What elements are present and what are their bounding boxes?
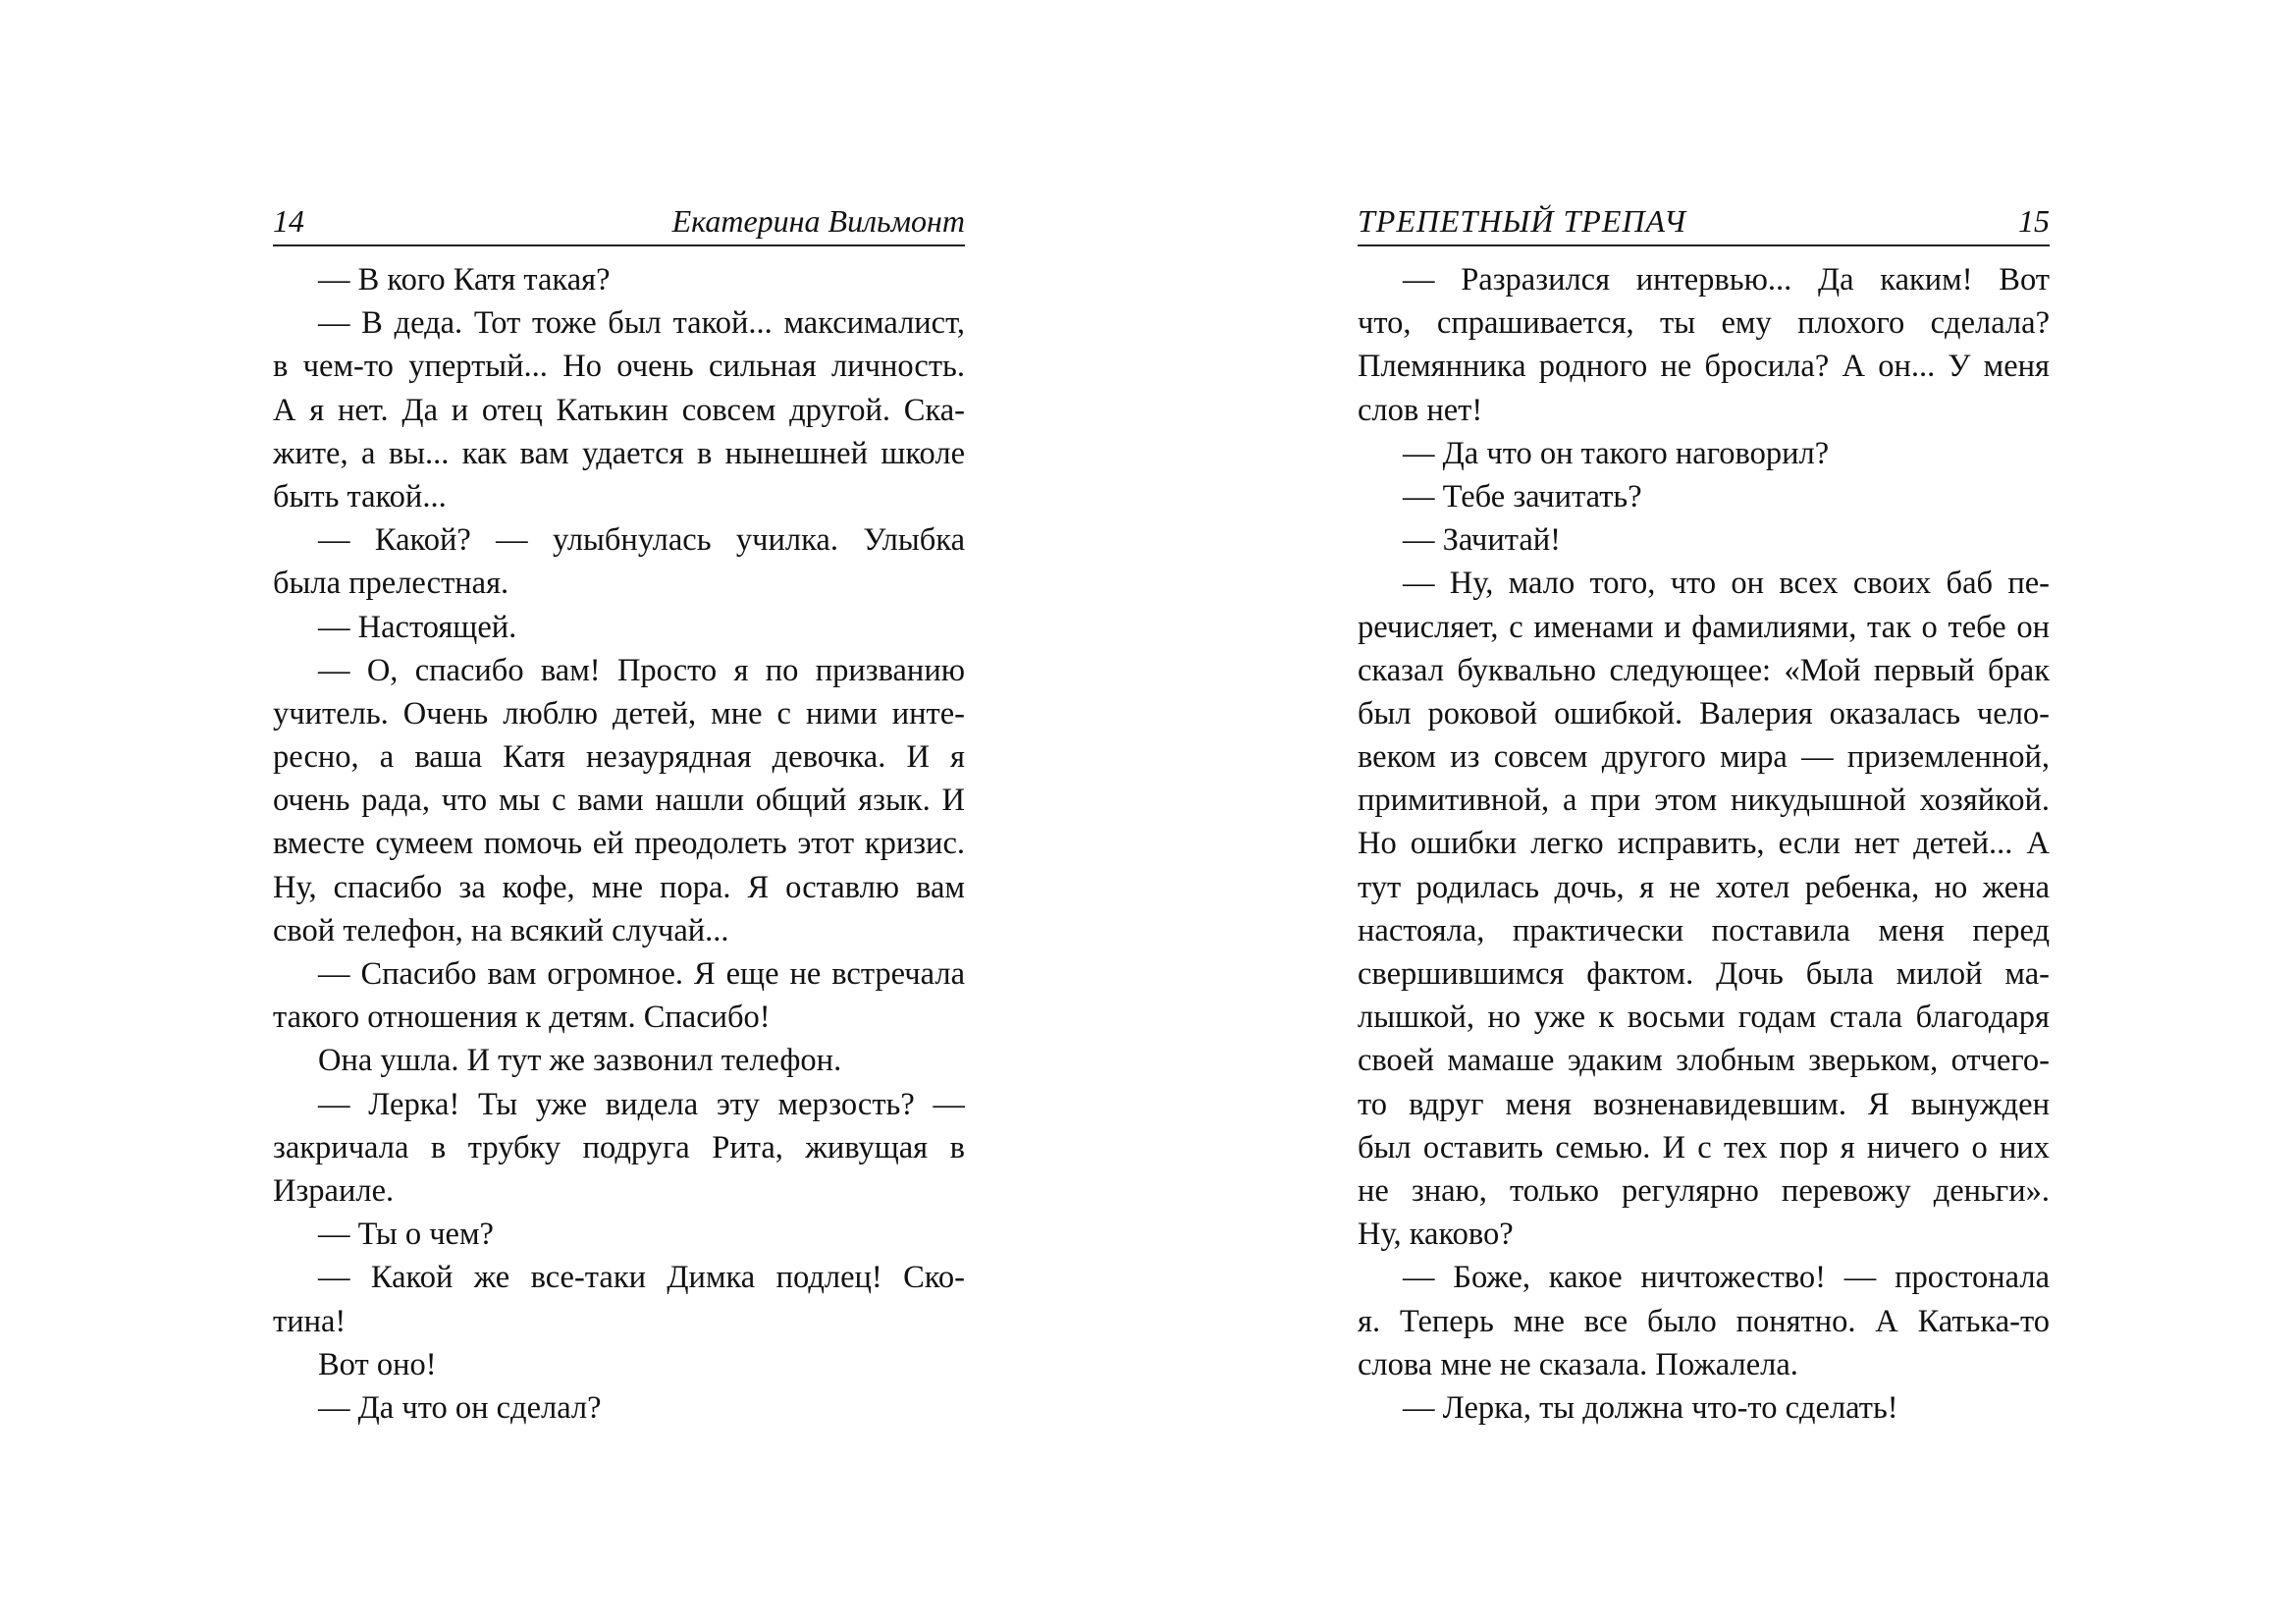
left-running-head [273,201,965,246]
text-line: закричала в трубку подруга Рита, живущая в [273,1129,965,1165]
text-line: Она ушла. И тут же зазвонил телефон. [318,1043,842,1079]
text-line: — Да что он такого наговорил? [1403,435,1830,471]
text-line: не знаю, только регулярно перевожу деньги». [1358,1172,2050,1209]
text-line: Израиле. [273,1172,395,1209]
text-line: — В деда. Тот тоже был такой... максималист, [318,305,965,342]
text-line: Племянника родного не бросила? А он... У меня [1358,349,2050,385]
right-body-text [1358,258,2050,1430]
text-line: примитивной, а при этом никудышной хозяйкой. [1358,783,2050,819]
text-line: свой телефон, на всякий случай... [273,912,729,948]
text-line: веком из совсем другого мира — приземленной, [1358,739,2050,776]
text-line: слов нет! [1358,392,1483,428]
right-running-head [1358,201,2050,246]
right-running-title: ТРЕПЕТНЫЙ ТРЕПАЧ [1358,203,1687,239]
left-running-title: Екатерина Вильмонт [671,203,965,239]
text-line: — Боже, какое ничтожество! — простонала [1403,1260,2050,1296]
text-line: — Какой же все-таки Димка подлец! Ско- [318,1260,965,1296]
text-line: был роковой ошибкой. Валерия оказалась чело- [1358,695,2050,731]
text-line: что, спрашивается, ты ему плохого сделала? [1358,305,2050,342]
text-line: — Ты о чем? [318,1217,494,1253]
text-line: тут родилась дочь, я не хотел ребенка, но жена [1358,869,2050,905]
text-line: был оставить семью. И с тех пор я ничего о них [1358,1129,2050,1165]
text-line: — Разразился интервью... Да каким! Вот [1403,262,2050,298]
text-line: ресно, а ваша Катя незаурядная девочка. И я [273,739,965,776]
right-page-number: 15 [2018,203,2050,239]
left-page [273,201,965,1430]
text-line: — Лерка, ты должна что-то сделать! [1403,1389,1898,1426]
text-line: я. Теперь мне все было понятно. А Катька-то [1358,1303,2050,1339]
text-line: вместе сумеем помочь ей преодолеть этот кризис. [273,826,965,862]
text-line: речисляет, с именами и фамилиями, так о тебе он [1358,609,2050,645]
text-line: — В кого Катя такая? [318,262,611,298]
text-line: Ну, каково? [1358,1217,1514,1253]
text-line: в чем-то упертый... Но очень сильная личность. [273,349,965,385]
text-line: свершившимся фактом. Дочь была милой ма- [1358,956,2050,992]
text-line: Ну, спасибо за кофе, мне пора. Я оставлю вам [273,869,965,905]
text-line: лышкой, но уже к восьми годам стала благодаря [1358,1000,2050,1036]
text-line: — Да что он сделал? [318,1389,602,1426]
text-line: — Спасибо вам огромное. Я еще не встречала [318,956,965,992]
text-line: Но ошибки легко исправить, если нет детей... А [1358,826,2050,862]
text-line: — Какой? — улыбнулась училка. Улыбка [318,522,965,559]
text-line: быть такой... [273,478,447,514]
text-line: жите, а вы... как вам удается в нынешней школе [273,435,965,471]
right-page [1358,201,2050,1430]
text-line: — Тебе зачитать? [1403,478,1642,514]
text-line: настояла, практически поставила меня перед [1358,912,2050,948]
text-line: сказал буквально следующее: «Мой первый брак [1358,652,2050,688]
text-line: учитель. Очень люблю детей, мне с ними инте- [273,695,965,731]
text-line: слова мне не сказала. Пожалела. [1358,1346,1798,1382]
text-line: тина! [273,1303,347,1339]
text-line: Вот оно! [318,1346,437,1382]
text-line: — Лерка! Ты уже видела эту мерзость? — [318,1086,965,1122]
text-line: такого отношения к детям. Спасибо! [273,1000,771,1036]
text-line: своей мамаше эдаким злобным зверьком, отчего- [1358,1043,2050,1079]
text-line: — Настоящей. [318,609,517,645]
text-line: — О, спасибо вам! Просто я по призванию [318,652,965,688]
text-line: А я нет. Да и отец Катькин совсем другой. Ска- [273,392,965,428]
text-line: очень рада, что мы с вами нашли общий язык. И [273,783,965,819]
text-line: — Ну, мало того, что он всех своих баб пе- [1403,566,2050,602]
left-page-number: 14 [273,203,304,239]
text-line: — Зачитай! [1403,522,1562,559]
text-line: то вдруг меня возненавидевшим. Я вынужден [1358,1086,2050,1122]
text-line: была прелестная. [273,566,509,602]
left-body-text [273,258,965,1430]
